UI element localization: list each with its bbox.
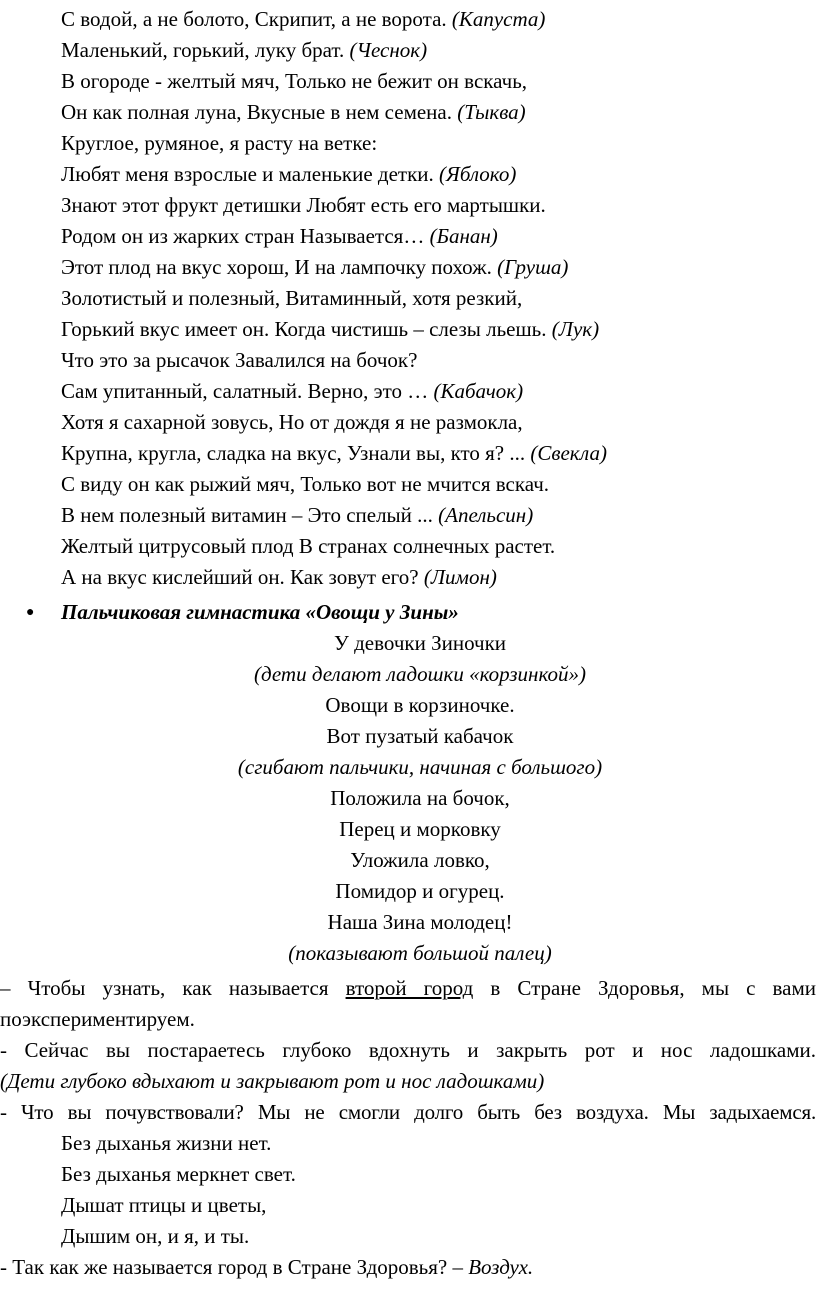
riddle-line: Золотистый и полезный, Витаминный, хотя резкий, (61, 286, 523, 310)
riddle-line: В огороде - желтый мяч, Только не бежит он вскачь, (61, 69, 528, 93)
riddle-line: Круглое, румяное, я расту на ветке: (61, 131, 378, 155)
riddle-line: Любят меня взрослые и маленькие детки. (Яблоко) (61, 162, 517, 186)
gymnastics-line: Овощи в корзиночке. (325, 693, 515, 717)
riddle-line: Сам упитанный, салатный. Верно, это … (Кабачок) (61, 379, 524, 403)
gymnastics-line: Перец и морковку (339, 817, 501, 841)
riddle-line: Желтый цитрусовый плод В странах солнечных растет. (61, 534, 556, 558)
paragraph-experiment-1: – Чтобы узнать, как называется второй город в Стране Здоровья, мы с вами (0, 976, 816, 1000)
paragraph-experiment-2-italic: (Дети глубоко вдыхают и закрывают рот и нос ладошками) (0, 1069, 545, 1093)
riddle-line: В нем полезный витамин – Это спелый ... (Апельсин) (61, 503, 534, 527)
gymnastics-line: (сгибают пальчики, начиная с большого) (237, 755, 603, 779)
riddle-line: С водой, а не болото, Скрипит, а не ворота. (Капуста) (61, 7, 546, 31)
poem-line: Дышат птицы и цветы, (61, 1193, 267, 1217)
gymnastics-line: (показывают большой палец) (288, 941, 552, 965)
riddle-line: Горький вкус имеет он. Когда чистишь – слезы льешь. (Лук) (61, 317, 600, 341)
gymnastics-line: (дети делают ладошки «корзинкой») (254, 662, 586, 686)
riddle-line: С виду он как рыжий мяч, Только вот не мчится вскач. (61, 472, 550, 496)
riddle-line: А на вкус кислейший он. Как зовут его? (Лимон) (61, 565, 497, 589)
bullet-icon: ● (26, 605, 35, 620)
gymnastics-line: Наша Зина молодец! (327, 910, 513, 934)
poem-line: Без дыханья меркнет свет. (61, 1162, 296, 1186)
riddle-line: Маленький, горький, луку брат. (Чеснок) (61, 38, 428, 62)
riddle-line: Он как полная луна, Вкусные в нем семена. (Тыква) (61, 100, 526, 124)
gymnastics-line: У девочки Зиночки (333, 631, 507, 655)
poem-line: Без дыханья жизни нет. (61, 1131, 272, 1155)
gymnastics-line: Положила на бочок, (330, 786, 510, 810)
gymnastics-line: Вот пузатый кабачок (326, 724, 514, 748)
paragraph-experiment-3: - Что вы почувствовали? Мы не смогли долго быть без воздуха. Мы задыхаемся. (0, 1100, 816, 1124)
riddle-line: Хотя я сахарной зовусь, Но от дождя я не размокла, (61, 410, 523, 434)
gymnastics-title: Пальчиковая гимнастика «Овощи у Зины» (61, 600, 459, 624)
final-question: - Так как же называется город в Стране Здоровья? – Воздух. (0, 1255, 534, 1279)
riddle-line: Родом он из жарких стран Называется… (Банан) (61, 224, 498, 248)
riddle-line: Что это за рысачок Завалился на бочок? (61, 348, 418, 372)
gymnastics-line: Уложила ловко, (350, 848, 490, 872)
riddle-line: Знают этот фрукт детишки Любят есть его мартышки. (61, 193, 546, 217)
riddle-line: Крупна, кругла, сладка на вкус, Узнали вы, кто я? ... (Свекла) (61, 441, 607, 465)
gymnastics-line: Помидор и огурец. (335, 879, 505, 903)
poem-line: Дышим он, и я, и ты. (61, 1224, 250, 1248)
paragraph-experiment-1-cont: поэкспериментируем. (0, 1007, 195, 1031)
riddle-line: Этот плод на вкус хорош, И на лампочку похож. (Груша) (61, 255, 569, 279)
paragraph-experiment-2: - Сейчас вы постараетесь глубоко вдохнуть и закрыть рот и нос ладошками. (0, 1038, 816, 1062)
